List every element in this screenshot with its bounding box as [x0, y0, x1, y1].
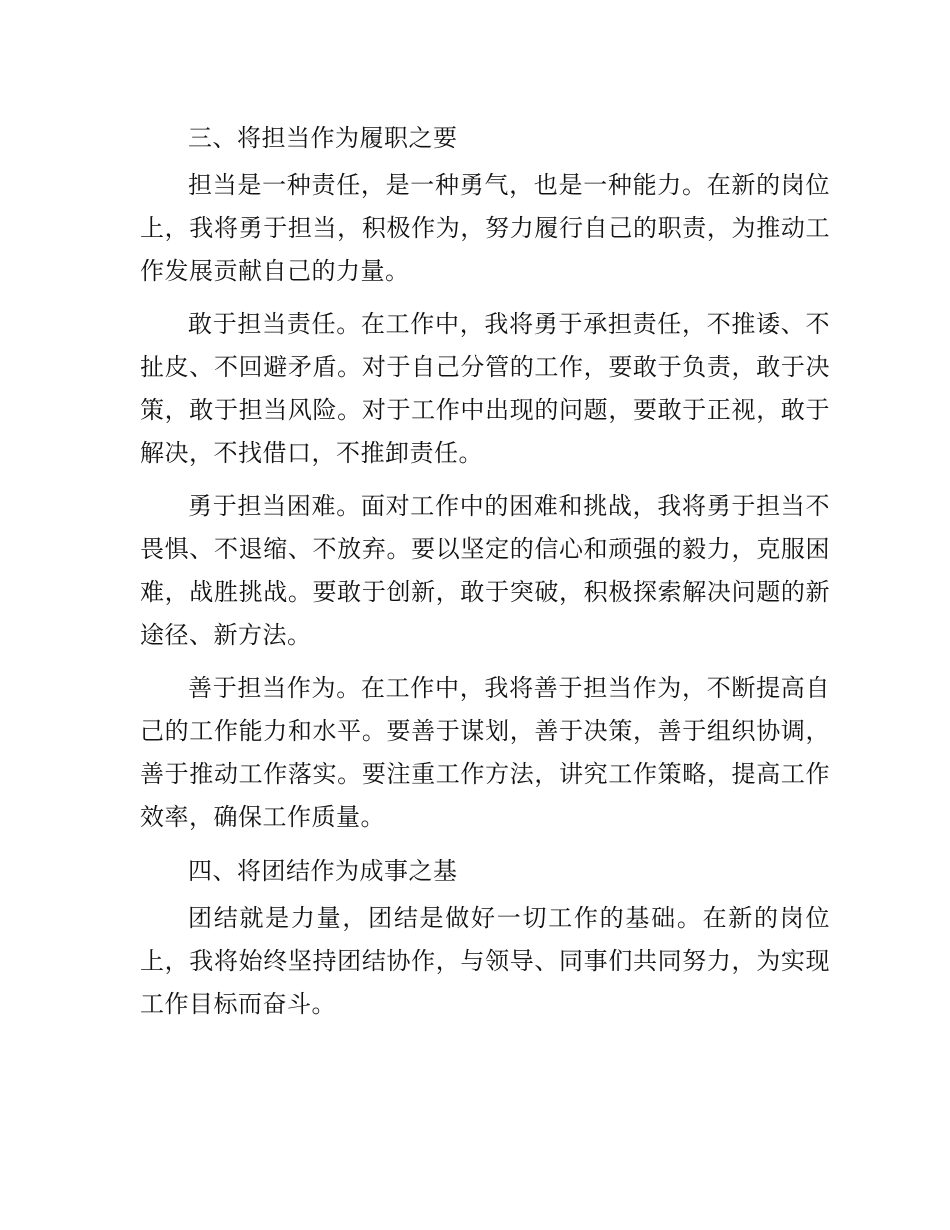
paragraph-face-difficulty: 勇于担当困难。面对工作中的困难和挑战，我将勇于担当不畏惧、不退缩、不放弃。要以坚定的信心和顽强的毅力，克服困难，战胜挑战。要敢于创新，敢于突破，积极探索解决问题的新途径、新方法。: [140, 492, 830, 649]
section-heading-3: 三、将担当作为履职之要: [188, 124, 458, 152]
document-body: [140, 116, 830, 1026]
paragraph-intro-responsibility: 担当是一种责任，是一种勇气，也是一种能力。在新的岗位上，我将勇于担当，积极作为，努力履行自己的职责，为推动工作发展贡献自己的力量。: [140, 171, 830, 285]
paragraph-unity: 团结就是力量，团结是做好一切工作的基础。在新的岗位上，我将始终坚持团结协作，与领导、同事们共同努力，为实现工作目标而奋斗。: [140, 904, 830, 1018]
section-heading-4: 四、将团结作为成事之基: [188, 857, 458, 885]
paragraph-dare-responsibility: 敢于担当责任。在工作中，我将勇于承担责任，不推诿、不扯皮、不回避矛盾。对于自己分管的工作，要敢于负责，敢于决策，敢于担当风险。对于工作中出现的问题，要敢于正视，敢于解决，不找借口，不推卸责任。: [140, 310, 830, 467]
paragraph-good-at-action: 善于担当作为。在工作中，我将善于担当作为，不断提高自己的工作能力和水平。要善于谋划，善于决策，善于组织协调，善于推动工作落实。要注重工作方法，讲究工作策略，提高工作效率，确保工作质量。: [140, 674, 830, 831]
